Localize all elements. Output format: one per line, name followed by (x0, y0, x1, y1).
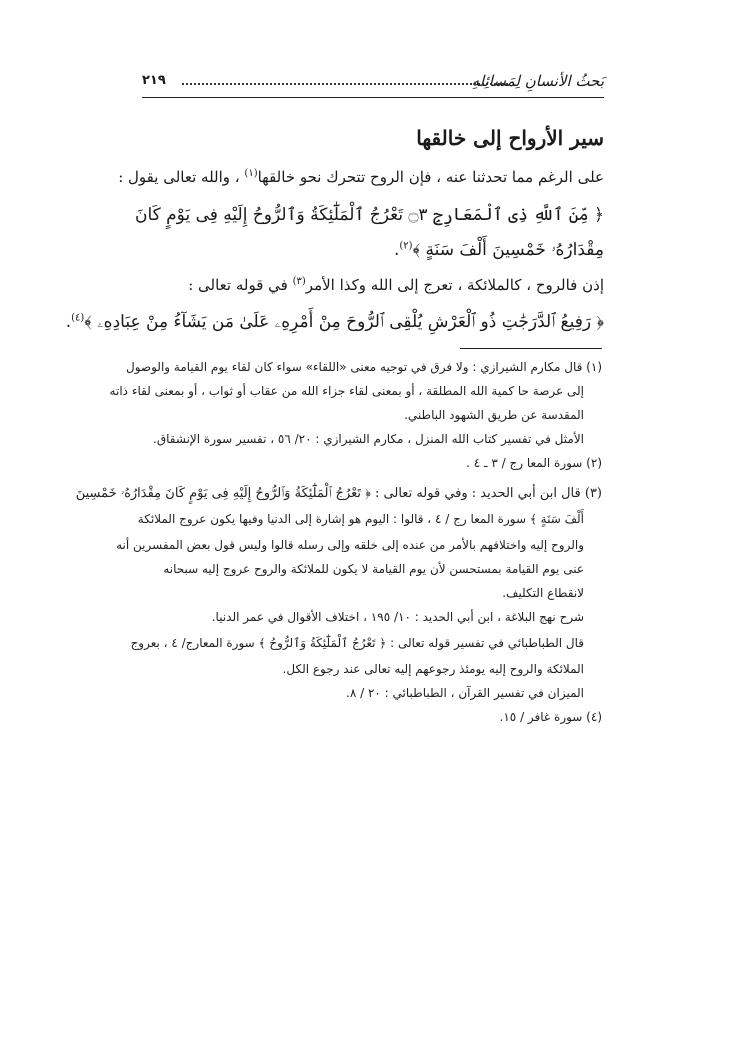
paragraph-text: على الرغم مما تحدثنا عنه ، فإن الروح تتحرك نحو خالقها (257, 168, 604, 186)
footnote-3-line-5: لانقطاع التكليف. (502, 586, 584, 600)
quran-verse-line-1: ﴿ مِّنَ ٱللَّهِ ذِى ٱلْمَعَارِجِ ۝٣ تَعْرُجُ ٱلْمَلَٰٓئِكَةُ وَٱلرُّوحُ إِلَيْهِ فِى يَوْمٍ كَانَ (134, 205, 604, 225)
paragraph-3 (188, 276, 604, 294)
dotted-leader (182, 83, 508, 85)
running-title: بَحثُ الأنسانِ لِمَسائِلهِ (471, 72, 604, 90)
verse-tail: . (393, 240, 400, 260)
footnote-3-source-1: شرح نهج البلاغة ، ابن أبي الحديد : ١٠/ ١٩٥ ، اختلاف الأقوال في عمر الدنيا. (211, 610, 584, 624)
footnote-3-line-6: قال الطباطبائي في تفسير قوله تعالى : ﴿ تَعْرُجُ ٱلْمَلَٰٓئِكَةُ وَٱلرُّوحُ ﴾ سورة المعارج/ ٤ ، بعروج (130, 636, 584, 650)
verse-text: مِقْدَارُهُۥ خَمْسِينَ أَلْفَ سَنَةٍ ﴾ (412, 240, 604, 260)
verse-text: ﴿ رَفِيعُ ٱلدَّرَجَٰتِ ذُو ٱلْعَرْشِ يُلْقِى ٱلرُّوحَ مِنْ أَمْرِهِۦ عَلَىٰ مَن يَشَآءُ مِنْ عِبَادِهِۦ ﴾ (84, 312, 604, 332)
verse-tail: . (65, 312, 72, 332)
paragraph-1 (118, 168, 604, 186)
footnote-3-line-2: أَلْفَ سَنَةٍ ﴾ سورة المعا رج / ٤ ، قالوا : اليوم هو إشارة إلى الدنيا وفيها يكون عروج الملائكة (137, 512, 584, 526)
paragraph-tail: ، والله تعالى يقول : (118, 168, 245, 186)
quran-verse-line-2 (394, 240, 604, 260)
page-number: ٢١٩ (142, 73, 166, 88)
section-title: سير الأرواح إلى خالقها (416, 126, 604, 150)
footnote-ref: (٣) (292, 276, 306, 287)
main-text (65, 168, 604, 348)
footnote-1-line-2: إلى عرصة حا كمية الله المطلقة ، أو بمعنى لقاء جزاء الله من عقاب أو ثواب ، أو بمعنى لقاء ذاته (109, 384, 584, 398)
footnote-3-line-3: والروح إليه واختلافهم بالأمر من عنده إلى خلقه وإلى رسله قالوا وليس قول بعض المفسرين أنه (116, 538, 584, 552)
footnote-ref: (٤) (71, 312, 85, 324)
footnote-3-line-4: عنى يوم القيامة بمستحسن لأن يوم القيامة لا يكون للملائكة والروح عروج إليه سبحانه (163, 562, 584, 576)
header-rule (142, 97, 604, 98)
footnote-ref: (٢) (399, 240, 413, 252)
paragraph-tail: في قوله تعالى : (188, 276, 293, 294)
footnote-1-line-1: (١) قال مكارم الشيرازي : ولا فرق في توجيه معنى «اللقاء» سواء كان لقاء يوم القيامة والوصول (125, 360, 602, 374)
footnote-1-source: الأمثل في تفسير كتاب الله المنزل ، مكارم الشيرازي : ٢٠/ ٥٦ ، تفسير سورة الإنشقاق. (153, 432, 584, 446)
footnote-ref: (١) (244, 168, 258, 179)
footnote-1-line-3: المقدسة عن طريق الشهود الباطني. (404, 408, 584, 422)
footnote-separator (460, 348, 602, 349)
footnote-3-line-1: (٣) قال ابن أبي الحديد : وفي قوله تعالى : ﴿ تَعْرُجُ ٱلْمَلَٰٓئِكَةُ وَٱلرُّوحُ إِلَيْهِ فِى يَوْمٍ كَانَ مِقْدَارُهُۥ خَمْسِينَ (75, 486, 602, 501)
quran-verse-line-3 (66, 312, 604, 332)
paragraph-text: إذن فالروح ، كالملائكة ، تعرج إلى الله وكذا الأمر (305, 276, 604, 294)
page-header (142, 72, 604, 94)
footnote-3-line-7: الملائكة والروح إليه يومئذ رجوعهم إليه تعالى عند رجوع الكل. (282, 662, 584, 676)
footnote-2: (٢) سورة المعا رج / ٣ ـ ٤ . (466, 456, 602, 470)
footnote-3-source-2: الميزان في تفسير القرآن ، الطباطبائي : ٢٠ / ٨. (346, 686, 584, 700)
footnote-4: (٤) سورة غافر / ١٥. (499, 710, 602, 724)
